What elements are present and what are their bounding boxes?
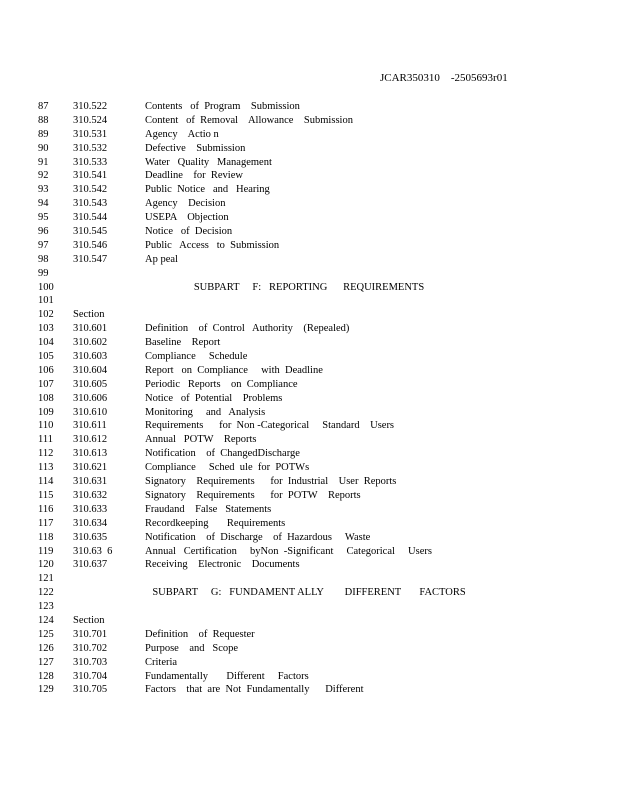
section-title: Signatory Requirements for POTW Reports — [145, 489, 361, 501]
section-title: Content of Removal Allowance Submission — [145, 114, 353, 126]
section-number: 310.612 — [73, 434, 108, 446]
list-item — [0, 628, 618, 642]
section-number: 310.543 — [73, 198, 108, 210]
list-item — [0, 503, 618, 517]
section-title: Water Quality Management — [145, 156, 272, 168]
subpart-heading: SUBPART G: FUNDAMENT ALLY DIFFERENT FACTORS — [152, 587, 466, 599]
section-number: 310.604 — [73, 364, 108, 376]
line-number: 97 — [38, 239, 49, 251]
list-item — [0, 558, 618, 572]
line-number: 107 — [38, 378, 54, 390]
list-item — [0, 489, 618, 503]
section-title: Compliance Sched ule for POTWs — [145, 462, 310, 474]
section-title: Notification of ChangedDischarge — [145, 448, 300, 460]
section-title: Signatory Requirements for Industrial User Reports — [145, 476, 397, 488]
line-number: 106 — [38, 364, 54, 376]
line-number: 121 — [38, 573, 54, 585]
list-item — [0, 475, 618, 489]
section-title: Deadline for Review — [145, 170, 243, 182]
line-number: 88 — [38, 114, 49, 126]
line-number: 111 — [38, 434, 53, 446]
section-number: 310.545 — [73, 226, 108, 238]
section-number: 310.602 — [73, 337, 108, 349]
line-number: 122 — [38, 587, 54, 599]
section-title: Definition of Control Authority (Repealed) — [145, 323, 350, 335]
list-item — [0, 114, 618, 128]
subpart-heading: SUBPART F: REPORTING REQUIREMENTS — [193, 281, 425, 293]
list-item — [0, 281, 618, 295]
section-number: 310.531 — [73, 128, 108, 140]
section-title: Criteria — [145, 656, 178, 668]
section-number: 310.601 — [73, 323, 108, 335]
list-item — [0, 128, 618, 142]
section-title: Notification of Discharge of Hazardous Waste — [145, 531, 371, 543]
section-number: 310.546 — [73, 239, 108, 251]
list-item — [0, 600, 618, 614]
section-title: Agency Decision — [145, 198, 226, 210]
line-number: 108 — [38, 392, 54, 404]
section-number: 310.701 — [73, 628, 108, 640]
section-title: Receiving Electronic Documents — [145, 559, 300, 571]
line-number: 109 — [38, 406, 54, 418]
line-number: 128 — [38, 670, 54, 682]
section-title: Contents of Program Submission — [145, 101, 300, 112]
line-number: 129 — [38, 684, 54, 696]
line-number: 120 — [38, 559, 54, 571]
section-title: Public Access to Submission — [145, 239, 280, 251]
list-item — [0, 406, 618, 420]
list-item — [0, 253, 618, 267]
document-id: JCAR350310 -2505693r01 — [380, 72, 508, 84]
section-number: 310.524 — [73, 114, 108, 126]
line-number: 90 — [38, 142, 49, 154]
line-number: 127 — [38, 656, 54, 668]
line-number: 99 — [38, 267, 49, 279]
section-number: 310.704 — [73, 670, 108, 682]
line-number: 103 — [38, 323, 54, 335]
section-title: Report on Compliance with Deadline — [145, 364, 323, 376]
section-number: 310.542 — [73, 184, 108, 196]
line-number: 98 — [38, 253, 49, 265]
list-item — [0, 517, 618, 531]
section-title: USEPA Objection — [145, 212, 229, 224]
line-number: 105 — [38, 351, 54, 363]
section-title: Baseline Report — [145, 337, 221, 349]
section-title: Monitoring and Analysis — [145, 406, 266, 418]
list-item — [0, 350, 618, 364]
list-item — [0, 267, 618, 281]
section-title: Definition of Requester — [145, 628, 255, 640]
line-number: 89 — [38, 128, 49, 140]
section-number: 310.611 — [73, 420, 107, 432]
list-item — [0, 531, 618, 545]
list-item — [0, 572, 618, 586]
section-number: 310.613 — [73, 448, 108, 460]
section-number: Section — [73, 614, 105, 626]
line-number: 93 — [38, 184, 49, 196]
section-number: Section — [73, 309, 105, 321]
list-item — [0, 642, 618, 656]
section-title: Notice of Potential Problems — [145, 392, 283, 404]
section-title: Fundamentally Different Factors — [145, 670, 309, 682]
section-number: 310.532 — [73, 142, 108, 154]
section-number: 310.603 — [73, 351, 108, 363]
line-number: 114 — [38, 476, 54, 488]
section-number: 310.703 — [73, 656, 108, 668]
list-item — [0, 100, 618, 114]
section-number: 310.547 — [73, 253, 108, 265]
section-number: 310.533 — [73, 156, 108, 168]
line-number: 104 — [38, 337, 54, 349]
list-item — [0, 545, 618, 559]
section-number: 310.632 — [73, 489, 108, 501]
section-number: 310.705 — [73, 684, 108, 696]
section-number: 310.544 — [73, 212, 108, 224]
list-item — [0, 447, 618, 461]
line-list — [0, 100, 618, 697]
list-item — [0, 211, 618, 225]
list-item — [0, 670, 618, 684]
section-title: Agency Actio n — [145, 128, 219, 140]
list-item — [0, 336, 618, 350]
line-number: 119 — [38, 545, 54, 557]
section-number: 310.634 — [73, 517, 108, 529]
list-item — [0, 683, 618, 697]
section-title: Defective Submission — [145, 142, 246, 154]
line-number: 100 — [38, 281, 54, 293]
line-number: 92 — [38, 170, 49, 182]
section-title: Ap peal — [145, 253, 178, 265]
list-item — [0, 156, 618, 170]
section-number: 310.606 — [73, 392, 108, 404]
list-item — [0, 392, 618, 406]
line-number: 117 — [38, 517, 54, 529]
line-number: 102 — [38, 309, 54, 321]
list-item — [0, 197, 618, 211]
section-number: 310.605 — [73, 378, 108, 390]
section-number: 310.633 — [73, 503, 108, 515]
line-number: 94 — [38, 198, 49, 210]
line-number: 124 — [38, 614, 54, 626]
line-number: 126 — [38, 642, 54, 654]
line-number: 91 — [38, 156, 49, 168]
section-number: 310.637 — [73, 559, 108, 571]
section-number: 310.610 — [73, 406, 108, 418]
section-title: Requirements for Non -Categorical Standard Users — [145, 420, 395, 432]
list-item — [0, 239, 618, 253]
section-number: 310.522 — [73, 101, 108, 112]
line-number: 87 — [38, 101, 49, 112]
list-item — [0, 433, 618, 447]
section-title: Fraudand False Statements — [145, 503, 272, 515]
section-number: 310.631 — [73, 476, 108, 488]
list-item — [0, 461, 618, 475]
section-number: 310.702 — [73, 642, 108, 654]
list-item — [0, 308, 618, 322]
list-item — [0, 169, 618, 183]
section-title: Purpose and Scope — [145, 642, 239, 654]
section-title: Annual POTW Reports — [145, 434, 257, 446]
list-item — [0, 183, 618, 197]
line-number: 118 — [38, 531, 54, 543]
line-number: 116 — [38, 503, 54, 515]
line-number: 110 — [38, 420, 54, 432]
line-number: 125 — [38, 628, 54, 640]
list-item — [0, 378, 618, 392]
line-number: 113 — [38, 462, 54, 474]
list-item — [0, 419, 618, 433]
section-title: Periodic Reports on Compliance — [145, 378, 298, 390]
list-item — [0, 294, 618, 308]
section-number: 310.635 — [73, 531, 108, 543]
line-number: 95 — [38, 212, 49, 224]
section-title: Public Notice and Hearing — [145, 184, 270, 196]
list-item — [0, 586, 618, 600]
line-number: 101 — [38, 295, 54, 307]
section-title: Factors that are Not Fundamentally Different — [145, 684, 364, 696]
section-number: 310.63 6 — [73, 545, 113, 557]
line-number: 112 — [38, 448, 54, 460]
section-number: 310.541 — [73, 170, 108, 182]
line-number: 115 — [38, 489, 54, 501]
section-title: Notice of Decision — [145, 226, 233, 238]
list-item — [0, 142, 618, 156]
section-title: Compliance Schedule — [145, 351, 248, 363]
section-number: 310.621 — [73, 462, 108, 474]
section-title: Annual Certification byNon -Significant Categorical Users — [145, 545, 432, 557]
line-number: 96 — [38, 226, 49, 238]
list-item — [0, 656, 618, 670]
section-title: Recordkeeping Requirements — [145, 517, 286, 529]
line-number: 123 — [38, 601, 54, 613]
list-item — [0, 225, 618, 239]
list-item — [0, 364, 618, 378]
list-item — [0, 614, 618, 628]
list-item — [0, 322, 618, 336]
